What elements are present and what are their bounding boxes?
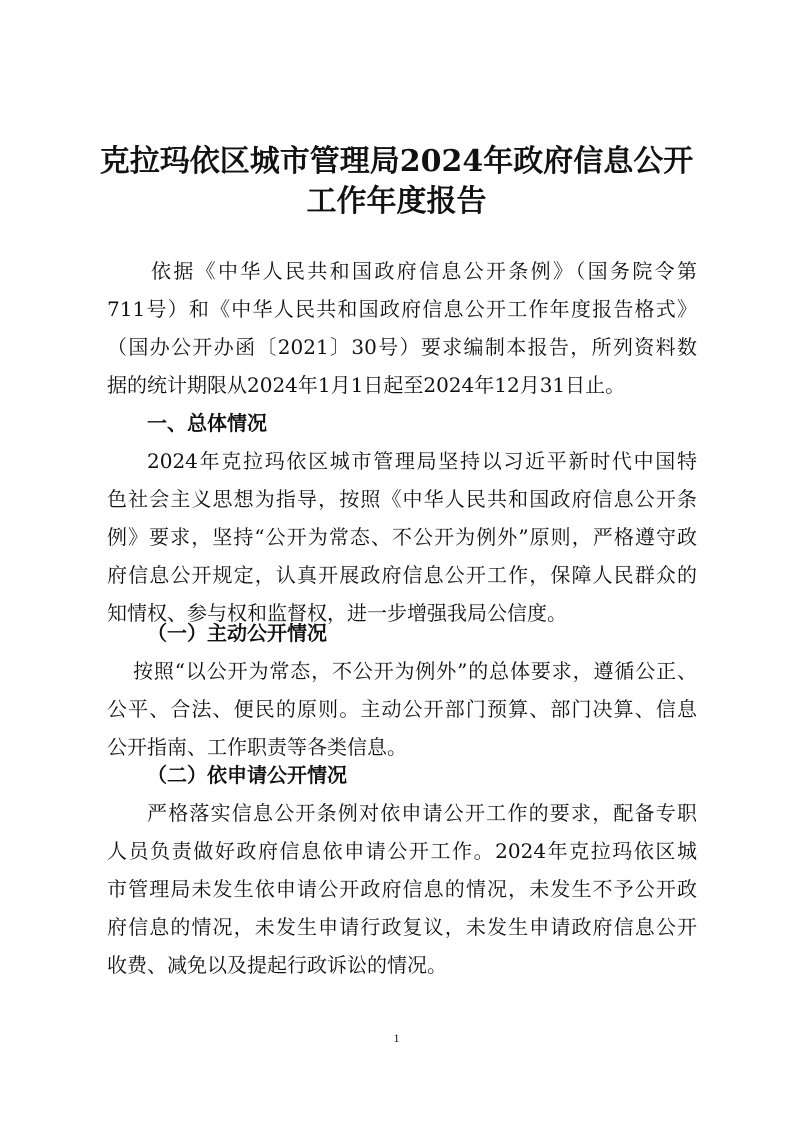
- paragraph-line: 公平、合法、便民的原则。主动公开部门预算、部门决算、信息: [107, 697, 697, 721]
- subsection-heading-on-request-disclosure: （二）依申请公开情况: [147, 763, 347, 787]
- paragraph-line: 人员负责做好政府信息依申请公开工作。2024年克拉玛依区城: [107, 839, 697, 863]
- paragraph-line: 依据《中华人民共和国政府信息公开条例》（国务院令第: [151, 259, 697, 283]
- on-request-disclosure-paragraph: [107, 794, 697, 984]
- paragraph-line: 色社会主义思想为指导，按照《中华人民共和国政府信息公开条: [107, 487, 697, 511]
- paragraph-line: 府信息的情况，未发生申请行政复议，未发生申请政府信息公开: [107, 915, 697, 939]
- paragraph-line: 府信息公开规定，认真开展政府信息公开工作，保障人民群众的: [107, 563, 697, 587]
- paragraph-line: （国办公开办函〔2021〕30号）要求编制本报告，所列资料数: [107, 335, 697, 359]
- paragraph-line: 按照“以公开为常态，不公开为例外”的总体要求，遵循公正、: [133, 659, 697, 683]
- paragraph-line: 知情权、参与权和监督权，进一步增强我局公信度。: [107, 601, 567, 625]
- paragraph-line: 收费、减免以及提起行政诉讼的情况。: [107, 953, 447, 977]
- paragraph-line: 公开指南、工作职责等各类信息。: [107, 735, 407, 759]
- subsection-heading-proactive-disclosure: （一）主动公开情况: [147, 621, 327, 645]
- paragraph-line: 例》要求，坚持“公开为常态、不公开为例外”原则，严格遵守政: [107, 525, 697, 549]
- document-title-line-1: 克拉玛依区城市管理局2024年政府信息公开: [99, 144, 694, 179]
- paragraph-line: 711号）和《中华人民共和国政府信息公开工作年度报告格式》: [107, 297, 697, 321]
- paragraph-line: 2024年克拉玛依区城市管理局坚持以习近平新时代中国特: [147, 449, 697, 473]
- intro-paragraph: [107, 252, 697, 404]
- proactive-disclosure-paragraph: [107, 652, 697, 766]
- section-heading-overview: 一、总体情况: [147, 411, 267, 435]
- document-title-line-2: 工作年度报告: [306, 184, 487, 219]
- paragraph-line: 市管理局未发生依申请公开政府信息的情况，未发生不予公开政: [107, 877, 697, 901]
- page-number: 1: [393, 1031, 400, 1045]
- overview-paragraph: [107, 442, 697, 632]
- paragraph-line: 据的统计期限从2024年1月1日起至2024年12月31日止。: [107, 373, 626, 397]
- paragraph-line: 严格落实信息公开条例对依申请公开工作的要求，配备专职: [147, 801, 697, 825]
